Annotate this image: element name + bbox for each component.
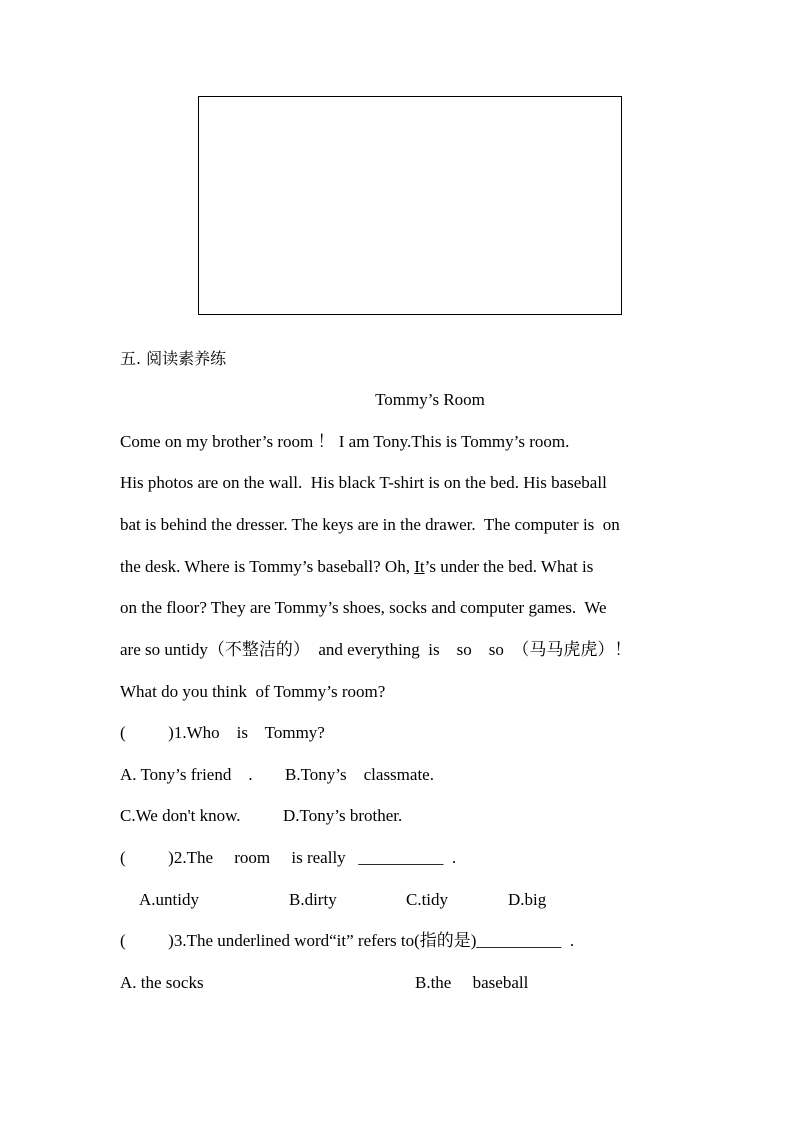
question-1-option-d: D.Tony’s brother. xyxy=(283,806,403,825)
question-2-stem: ( )2.The room is really __________ . xyxy=(120,848,457,867)
question-1-stem: ( )1.Who is Tommy? xyxy=(120,723,325,742)
question-3-option-b: B.the baseball xyxy=(415,973,529,992)
passage-line-6: are so untidy（不整洁的） and everything is so so （马马虎虎）！ xyxy=(120,640,632,659)
passage-line-4-after: ’s under the bed. What is xyxy=(424,557,594,576)
passage-line-3: bat is behind the dresser. The keys are in the drawer. The computer is on xyxy=(120,515,620,534)
passage-title: Tommy’s Room xyxy=(375,390,485,409)
question-1-option-b: B.Tony’s classmate. xyxy=(285,765,434,784)
question-2-option-c: C.tidy xyxy=(406,890,449,909)
question-1-option-c: C.We don't know. xyxy=(120,806,241,825)
question-2-option-d: D.big xyxy=(508,890,547,909)
picture-box xyxy=(198,96,622,315)
question-3-option-a: A. the socks xyxy=(120,973,204,992)
question-2-option-b: B.dirty xyxy=(289,890,337,909)
passage-line-1: Come on my brother’s room ！ I am Tony.This is Tommy’s room. xyxy=(120,432,570,451)
section-heading: 五. 阅读素养练 xyxy=(120,349,227,368)
passage-line-4 xyxy=(120,556,593,578)
underlined-word: It xyxy=(414,557,425,576)
question-1-option-a: A. Tony’s friend . xyxy=(120,765,253,784)
passage-line-5: on the floor? They are Tommy’s shoes, socks and computer games. We xyxy=(120,598,607,617)
passage-line-2: His photos are on the wall. His black T-shirt is on the bed. His baseball xyxy=(120,473,607,492)
question-3-stem: ( )3.The underlined word“it” refers to(指的是)__________ . xyxy=(120,931,575,950)
passage-line-7: What do you think of Tommy’s room? xyxy=(120,682,386,701)
passage-line-4-before: the desk. Where is Tommy’s baseball? Oh, xyxy=(120,557,415,576)
question-2-option-a: A.untidy xyxy=(139,890,199,909)
